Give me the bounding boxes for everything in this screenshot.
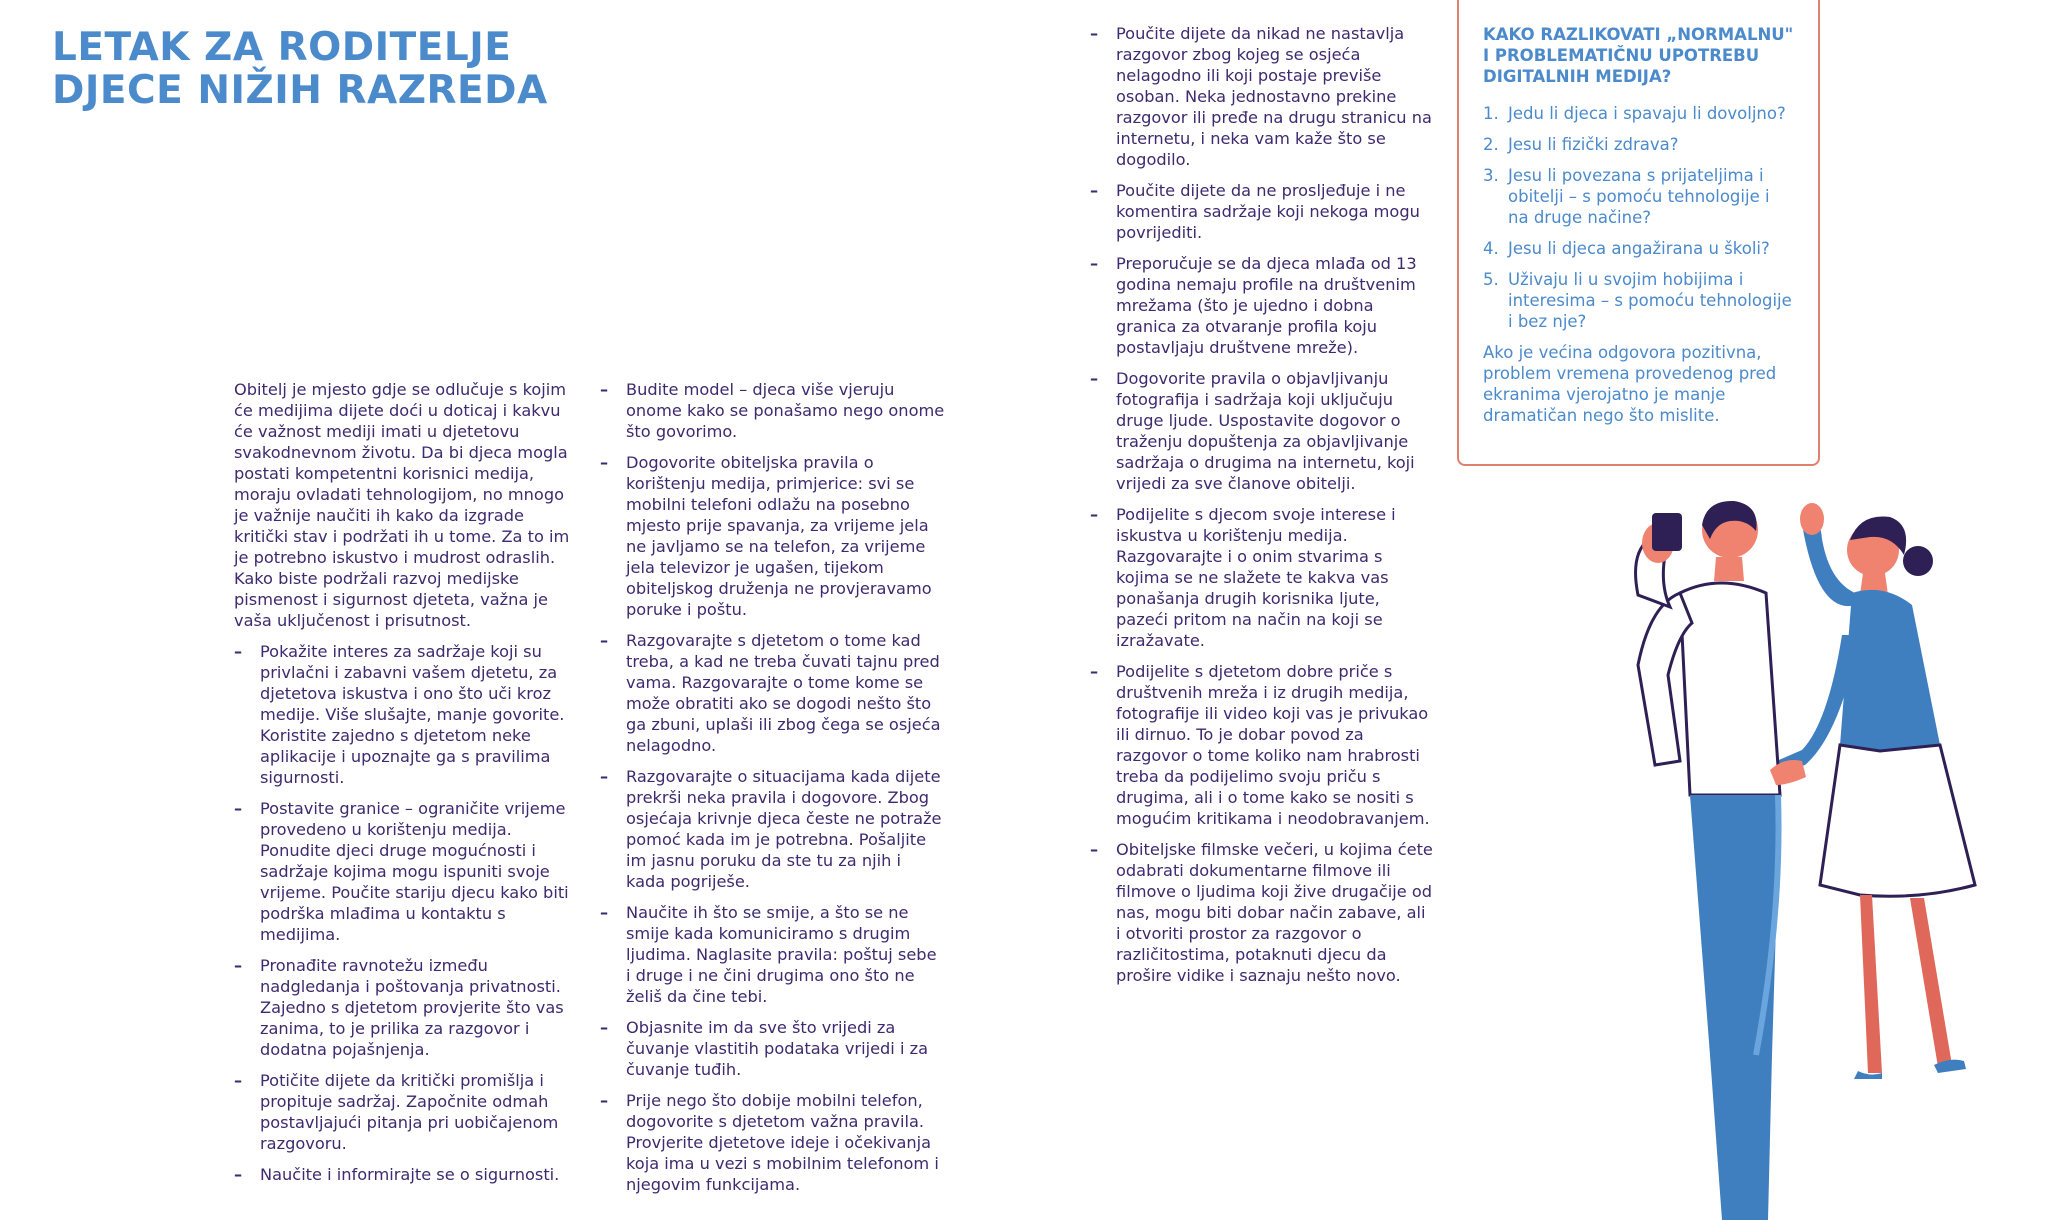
list-item [600, 452, 945, 620]
woman-hand [1800, 503, 1824, 535]
dash-bullet: – [1090, 662, 1099, 681]
woman-top [1840, 590, 1940, 752]
list-item [1090, 839, 1435, 986]
tips-list-3 [1090, 23, 1435, 986]
dash-bullet: – [600, 380, 609, 399]
info-heading-line-3: DIGITALNIH MEDIJA? [1483, 67, 1672, 86]
dash-bullet: – [600, 1018, 609, 1037]
list-item-text: Pronađite ravnotežu između nadgledanja i poštovanja privatnosti. Zajedno s djetetom provjerite što vas zanima, to je prilika za razgovor i dodatna pojašnjenja. [260, 956, 564, 1059]
info-box [1457, 0, 1820, 466]
list-item [1090, 368, 1435, 494]
question-number: 5. [1483, 270, 1499, 289]
info-heading-line-2: I PROBLEMATIČNU UPOTREBU [1483, 46, 1760, 65]
list-item [600, 630, 945, 756]
dash-bullet: – [1090, 254, 1099, 273]
list-item-text: Naučite ih što se smije, a što se ne smije kada komuniciramo s drugim ljudima. Naglasite pravila: poštuj sebe i druge i ne čini drugima ono što ne želiš da čine tebi. [626, 903, 937, 1006]
question-text: Jesu li djeca angažirana u školi? [1508, 239, 1770, 258]
list-item [600, 1017, 945, 1080]
dash-bullet: – [1090, 505, 1099, 524]
list-item [234, 1070, 574, 1154]
dash-bullet: – [600, 453, 609, 472]
woman-hair-bun [1903, 546, 1933, 576]
list-item-text: Objasnite im da sve što vrijedi za čuvanje vlastitih podataka vrijedi i za čuvanje tuđih. [626, 1018, 929, 1079]
man-neck [1714, 557, 1744, 581]
question-item [1483, 165, 1794, 228]
question-item [1483, 103, 1794, 124]
parent-child-illustration [1520, 495, 1980, 1220]
list-item [234, 955, 574, 1060]
question-item [1483, 269, 1794, 332]
list-item [600, 902, 945, 1007]
info-box-conclusion: Ako je većina odgovora pozitivna, problem vremena provedenog pred ekranima vjerojatno je manje dramatičan nego što mislite. [1483, 343, 1777, 425]
tips-list-1 [234, 641, 574, 1185]
list-item [234, 798, 574, 945]
man-figure [1636, 501, 1806, 1220]
dash-bullet: – [234, 1071, 243, 1090]
list-item-text: Razgovarajte o situacijama kada dijete prekrši neka pravila i dogovore. Zbog osjećaja krivnje djeca česte ne potraže pomoć kada im je potrebna. Pošaljite im jasnu poruku da ste tu za njih i kada pogriješe. [626, 767, 942, 891]
dash-bullet: – [234, 799, 243, 818]
list-item-text: Poučite dijete da ne prosljeđuje i ne komentira sadržaje koji nekoga mogu povrijediti. [1116, 181, 1420, 242]
question-number: 1. [1483, 104, 1499, 123]
dash-bullet: – [234, 1165, 243, 1184]
question-text: Jesu li povezana s prijateljima i obitelji – s pomoću tehnologije i na druge načine? [1508, 166, 1770, 227]
list-item [1090, 180, 1435, 243]
info-box-heading [1483, 24, 1794, 87]
info-heading-line-1: KAKO RAZLIKOVATI „NORMALNU" [1483, 25, 1794, 44]
question-text: Uživaju li u svojim hobijima i interesima – s pomoću tehnologije i bez nje? [1508, 270, 1792, 331]
list-item [600, 766, 945, 892]
list-item-text: Potičite dijete da kritički promišlja i propituje sadržaj. Započnite odmah postavljajući pitanja pri uobičajenom razgovoru. [260, 1071, 559, 1153]
title-line-1: LETAK ZA RODITELJE [52, 25, 512, 70]
list-item-text: Preporučuje se da djeca mlađa od 13 godina nemaju profile na društvenim mrežama (što je ujedno i dobna granica za otvaranje profila koju postavljaju društvene mreže). [1116, 254, 1417, 357]
man-shirt [1680, 583, 1780, 795]
page-title [52, 26, 548, 112]
list-item [600, 379, 945, 442]
list-item-text: Postavite granice – ograničite vrijeme provedeno u korištenju medija. Ponudite djeci druge mogućnosti i sadržaje kojima mogu ispuniti svoje vrijeme. Poučite stariju djecu kako biti podrška mlađima u kontaktu s medijima. [260, 799, 569, 944]
text-column-2 [600, 379, 945, 1205]
dash-bullet: – [234, 956, 243, 975]
list-item [1090, 23, 1435, 170]
question-item [1483, 134, 1794, 155]
dash-bullet: – [600, 631, 609, 650]
woman-leg-right [1910, 898, 1952, 1067]
list-item-text: Dogovorite pravila o objavljivanju fotografija i sadržaja koji uključuju druge ljude. Uspostavite dogovor o traženju dopuštenja za objavljivanje sadržaja o drugima na internetu, koji vrijedi za sve članove obitelji. [1116, 369, 1415, 493]
list-item [1090, 253, 1435, 358]
list-item [1090, 504, 1435, 651]
list-item-text: Dogovorite obiteljska pravila o korištenju medija, primjerice: svi se mobilni telefoni odlažu na posebno mjesto prije spavanja, za vrijeme jela ne javljamo se na telefon, za vrijeme jela televizor je ugašen, tijekom obiteljskog druženja ne provjeravamo poruke i poštu. [626, 453, 932, 619]
intro-paragraph: Obitelj je mjesto gdje se odlučuje s kojim će medijima dijete doći u doticaj i kakvu će važnost mediji imati u djetetovu svakodnevnom životu. Da bi djeca mogla postati kompetentni korisnici medija, moraju ovladati tehnologijom, no mnogo je važnije naučiti ih kako da izgrade kritički stav i podržati ih u tome. Za to im je potrebno iskustvo i mudrost odraslih. Kako biste podržali razvoj medijske pismenost i sigurnost djeteta, važna je vaša uključenost i prisutnost. [234, 380, 570, 630]
list-item-text: Razgovarajte s djetetom o tome kad treba, a kad ne treba čuvati tajnu pred vama. Razgovarajte o tome kome se može obratiti ako se dogodi nešto što ga zbuni, uplaši ili zbog čega se osjeća nelagodno. [626, 631, 941, 755]
list-item-text: Naučite i informirajte se o sigurnosti. [260, 1165, 560, 1184]
question-text: Jedu li djeca i spavaju li dovoljno? [1508, 104, 1786, 123]
list-item-text: Budite model – djeca više vjeruju onome kako se ponašamo nego onome što govorimo. [626, 380, 945, 441]
list-item-text: Pokažite interes za sadržaje koji su privlačni i zabavni vašem djetetu, za djetetova iskustva i ono što uči kroz medije. Više slušajte, manje govorite. Koristite zajedno s djetetom neke aplikacije i upoznajte ga s pravilima sigurnosti. [260, 642, 565, 787]
dash-bullet: – [1090, 181, 1099, 200]
question-number: 3. [1483, 166, 1499, 185]
list-item-text: Podijelite s djecom svoje interese i iskustva u korištenju medija. Razgovarajte i o onim stvarima s kojima se ne slažete te kakva vas ponašanja drugih korisnika ljute, pazeći pritom na način na koji se izražavate. [1116, 505, 1396, 650]
text-column-1 [234, 379, 574, 1195]
list-item [1090, 661, 1435, 829]
phone-icon [1652, 513, 1682, 551]
list-item-text: Podijelite s djetetom dobre priče s društvenih mreža i iz drugih medija, fotografije ili video koji vas je privukao ili dirnuo. To je dobar povod za razgovor o tome koliko nam hrabrosti treba da podijelimo svoju priču s drugima, ali i o tome kako se nositi s mogućim kritikama i neodobravanjem. [1116, 662, 1430, 828]
question-text: Jesu li fizički zdrava? [1508, 135, 1679, 154]
list-item-text: Obiteljske filmske večeri, u kojima ćete odabrati dokumentarne filmove ili filmove o ljudima koji žive drugačije od nas, mogu biti dobar način zabave, ali i otvoriti prostor za razgovor o različitostima, potaknuti djecu da prošire vidike i saznaju nešto novo. [1116, 840, 1433, 985]
question-number: 2. [1483, 135, 1499, 154]
title-line-2: DJECE NIŽIH RAZREDA [52, 68, 548, 113]
dash-bullet: – [600, 903, 609, 922]
list-item [234, 641, 574, 788]
list-item [600, 1090, 945, 1195]
list-item-text: Prije nego što dobije mobilni telefon, dogovorite s djetetom važna pravila. Provjerite djetetove ideje i očekivanja koja ima u vezi s mobilnim telefonom i njegovim funkcijama. [626, 1091, 939, 1194]
question-item [1483, 238, 1794, 259]
list-item-text: Poučite dijete da nikad ne nastavlja razgovor zbog kojeg se osjeća nelagodno ili koji postaje previše osoban. Neka jednostavno prekine razgovor ili pređe na drugu stranicu na internetu, i neka vam kaže što se dogodilo. [1116, 24, 1432, 169]
dash-bullet: – [1090, 840, 1099, 859]
question-list [1483, 103, 1794, 332]
dash-bullet: – [234, 642, 243, 661]
question-number: 4. [1483, 239, 1499, 258]
dash-bullet: – [600, 767, 609, 786]
dash-bullet: – [600, 1091, 609, 1110]
woman-leg-left [1860, 895, 1882, 1073]
tips-list-2 [600, 379, 945, 1195]
text-column-3 [1090, 23, 1435, 996]
list-item [234, 1164, 574, 1185]
woman-figure [1772, 503, 1975, 1079]
woman-skirt [1820, 745, 1975, 896]
dash-bullet: – [1090, 369, 1099, 388]
dash-bullet: – [1090, 24, 1099, 43]
